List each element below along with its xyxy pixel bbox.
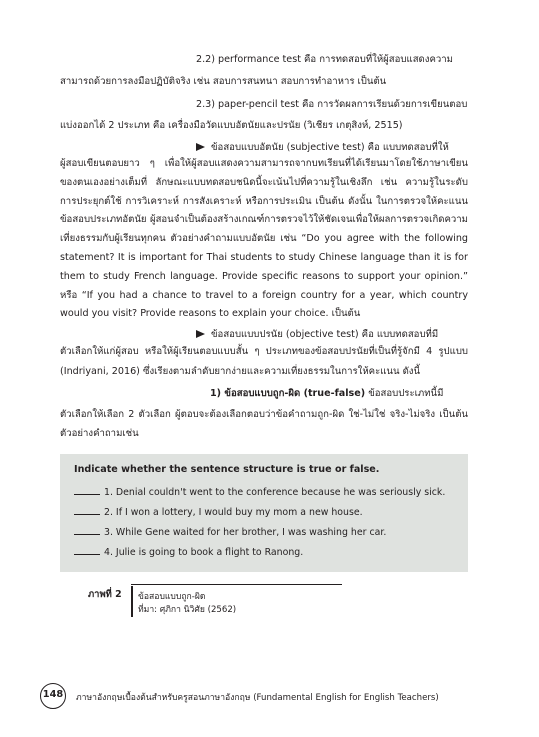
example-item bbox=[74, 527, 386, 538]
figure-source: ที่มา: ศุภิกา นิวิศัย (2562) bbox=[138, 605, 237, 615]
example-item-text: 4. Julie is going to book a flight to Ranong. bbox=[104, 547, 304, 558]
running-footer-title: ภาษาอังกฤษเบื้องต้นสำหรับครูสอนภาษาอังกฤษ (Fundamental English for English Teachers) bbox=[76, 693, 439, 703]
true-false-body: ตัวเลือกให้เลือก 2 ตัวเลือก ผู้ตอบจะต้องเลือกตอบว่าข้อคำถามถูก-ผิด ใช่-ไม่ใช่ จริง-ไม่จริง เป็นต้น ตัวอย่างคำถามเช่น bbox=[60, 409, 468, 439]
subjective-body: ผู้สอบเขียนตอบยาว ๆ เพื่อให้ผู้สอบแสดงความสามารถจากบทเรียนที่ได้เรียนมาโดยใช้ภาษาเขียนของตนเองอย่างเต็มที่ ลักษณะแบบทดสอบชนิดนี้จะเน้นไปที่ความรู้ในเชิงลึก เช่น ความรู้ในระดับการประยุกต์ใช้ การวิเคราะห์ การสังเคราะห์ หรือการประเมิน เป็นต้น ดังนั้น ในการตรวจให้คะแนนข้อสอบประเภทอัตนัย ผู้สอนจำเป็นต้องสร้างเกณฑ์การตรวจไว้ให้ชัดเจนเพื่อให้ผลการตรวจเกิดความเที่ยงธรรมกับผู้เรียนทุกคน ตัวอย่างคำถามแบบอัตนัย เช่น “Do you agree with the following statement? It is important for Thai students to study Chinese language than it is for them to study French language. Provide specific reasons to support your opinion.” หรือ “If you had a chance to travel to a foreign country for a year, which country would you visit? Provide reasons to explain your choice. เป็นต้น bbox=[60, 158, 468, 320]
figure-title: ข้อสอบแบบถูก-ผิด bbox=[138, 592, 206, 602]
caption-divider bbox=[131, 584, 342, 585]
true-false-heading: 1) ข้อสอบแบบถูก-ผิด (true-false) bbox=[210, 388, 366, 399]
answer-blank bbox=[74, 534, 100, 535]
example-item-text: 2. If I won a lottery, I would buy my mom a new house. bbox=[104, 507, 363, 518]
arrow-bullet-icon bbox=[196, 143, 205, 151]
answer-blank bbox=[74, 514, 100, 515]
subjective-heading-text: ข้อสอบแบบอัตนัย (subjective test) คือ แบบทดสอบที่ให้ bbox=[211, 142, 449, 153]
answer-blank bbox=[74, 554, 100, 555]
true-false-heading-rest: ข้อสอบประเภทนี้มี bbox=[365, 388, 444, 399]
figure-label: ภาพที่ 2 bbox=[88, 589, 122, 600]
example-box-title: Indicate whether the sentence structure is true or false. bbox=[74, 464, 380, 475]
example-item bbox=[74, 487, 445, 498]
objective-body: ตัวเลือกให้แก่ผู้สอบ หรือให้ผู้เรียนตอบแบบสั้น ๆ ประเภทของข้อสอบปรนัยที่เป็นที่รู้จักมี 4 รูปแบบ (Indriyani, 2016) ซึ่งเรียงตามลำดับยากง่ายและความเที่ยงธรรมในการให้คะแนน ดังนี้ bbox=[60, 346, 468, 377]
example-item-text: 3. While Gene waited for her brother, I was washing her car. bbox=[104, 527, 387, 538]
example-item-text: 1. Denial couldn't went to the conference because he was seriously sick. bbox=[104, 487, 446, 498]
true-false-heading-line bbox=[210, 386, 443, 402]
para-2-3-line1: 2.3) paper-pencil test คือ การวัดผลการเรียนด้วยการเขียนตอบ bbox=[196, 99, 468, 110]
arrow-bullet-icon bbox=[196, 330, 205, 338]
caption-divider bbox=[131, 586, 133, 617]
page-number: 148 bbox=[42, 689, 64, 700]
example-item bbox=[74, 547, 303, 558]
answer-blank bbox=[74, 494, 100, 495]
example-box bbox=[60, 454, 468, 572]
example-item bbox=[74, 507, 363, 518]
para-2-3-line2: แบ่งออกได้ 2 ประเภท คือ เครื่องมือวัดแบบอัตนัยและปรนัย (วิเชียร เกตุสิงห์, 2515) bbox=[60, 120, 403, 131]
para-2-2-line2: สามารถด้วยการลงมือปฏิบัติจริง เช่น สอบการสนทนา สอบการทำอาหาร เป็นต้น bbox=[60, 76, 387, 87]
subjective-heading-line bbox=[196, 140, 449, 156]
objective-heading-text: ข้อสอบแบบปรนัย (objective test) คือ แบบทดสอบที่มี bbox=[211, 329, 439, 340]
objective-heading-line bbox=[196, 327, 438, 343]
para-2-2-line1: 2.2) performance test คือ การทดสอบที่ให้ผู้สอบแสดงความ bbox=[196, 54, 453, 65]
